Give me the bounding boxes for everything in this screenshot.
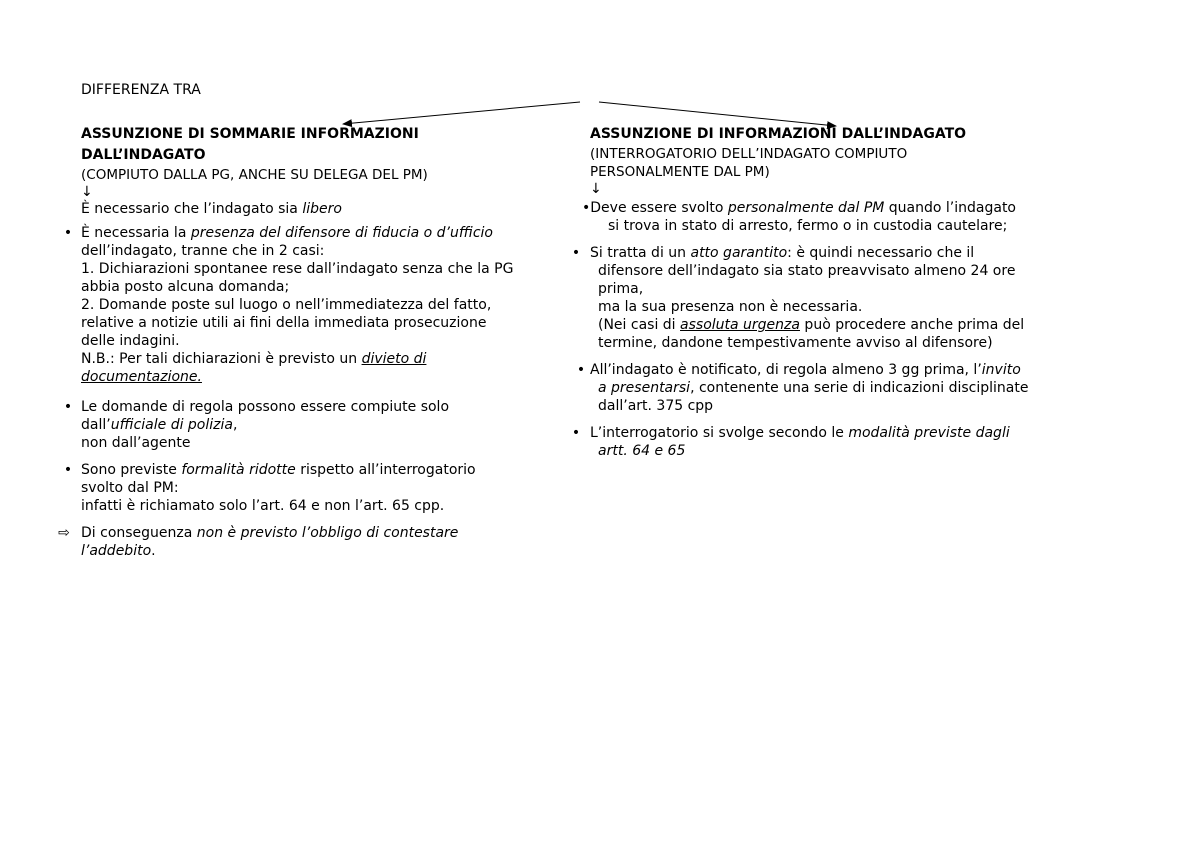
left-free-line: È necessario che l’indagato sia libero [81, 201, 342, 217]
right-subtitle: (INTERROGATORIO DELL’INDAGATO COMPIUTO PERSONALMENTE DAL PM) [590, 146, 908, 180]
right-heading: ASSUNZIONE DI INFORMAZIONI DALL’INDAGATO [590, 126, 967, 142]
bullet-icon: • [63, 399, 73, 415]
down-arrow-icon: ↓ [590, 181, 602, 197]
left-bullet-list [58, 224, 571, 560]
right-column [571, 124, 1095, 469]
left-heading: ASSUNZIONE DI SOMMARIE INFORMAZIONI DALL’INDAGATO [81, 126, 419, 163]
arrow-bullet-icon: ⇨ [58, 525, 70, 541]
left-branch-arrow [343, 102, 580, 124]
down-arrow-icon: ↓ [81, 184, 93, 200]
bullet-icon: • [571, 425, 581, 441]
list-item: •Deve essere svolto personalmente dal PM quando l’indagato si trova in stato di arresto, fermo o in custodia cautelare; [582, 200, 1016, 234]
right-branch-arrow [599, 102, 836, 126]
list-item: • È necessaria la presenza del difensore di fiducia o d’ufficio dell’indagato, tranne che in 2 casi: 1. Dichiarazioni spontanee rese dall’indagato senza che la PG abbia posto alcuna domanda; 2. Domande poste sul luogo o nell’immediatezza del fatto, relative a notizie utili ai fini della immediata prosecuzione delle indagini. N.B.: Per tali dichiarazioni è previsto un divieto di documentazione. [81, 224, 571, 386]
bullet-icon: • [571, 245, 581, 261]
list-item: • Le domande di regola possono essere compiute solo dall’ufficiale di polizia, non dall’agente [81, 398, 571, 452]
page-title: DIFFERENZA TRA [81, 82, 201, 98]
list-item: • All’indagato è notificato, di regola almeno 3 gg prima, l’invito a presentarsi, contenente una serie di indicazioni disciplinate dall’art. 375 cpp [590, 361, 1095, 415]
bullet-icon: • [576, 362, 586, 378]
left-subtitle: (COMPIUTO DALLA PG, ANCHE SU DELEGA DEL PM) [81, 167, 428, 183]
bullet-icon: • [63, 225, 73, 241]
left-column [58, 124, 571, 569]
list-item: • Sono previste formalità ridotte rispetto all’interrogatorio svolto dal PM: infatti è richiamato solo l’art. 64 e non l’art. 65 cpp. [81, 461, 571, 515]
right-bullet-list [571, 199, 1095, 460]
bullet-icon: • [63, 462, 73, 478]
list-item: • Si tratta di un atto garantito: è quindi necessario che il difensore dell’indagato sia stato preavvisato almeno 24 ore prima, ma la sua presenza non è necessaria. (Nei casi di assoluta urgenza può procedere anche prima del termine, dandone tempestivamente avviso al difensore) [590, 244, 1095, 352]
list-item: ⇨ Di conseguenza non è previsto l’obbligo di contestare l’addebito. [58, 525, 459, 559]
list-item: • L’interrogatorio si svolge secondo le modalità previste dagli artt. 64 e 65 [590, 424, 1095, 460]
bullet-icon: • [582, 200, 591, 216]
